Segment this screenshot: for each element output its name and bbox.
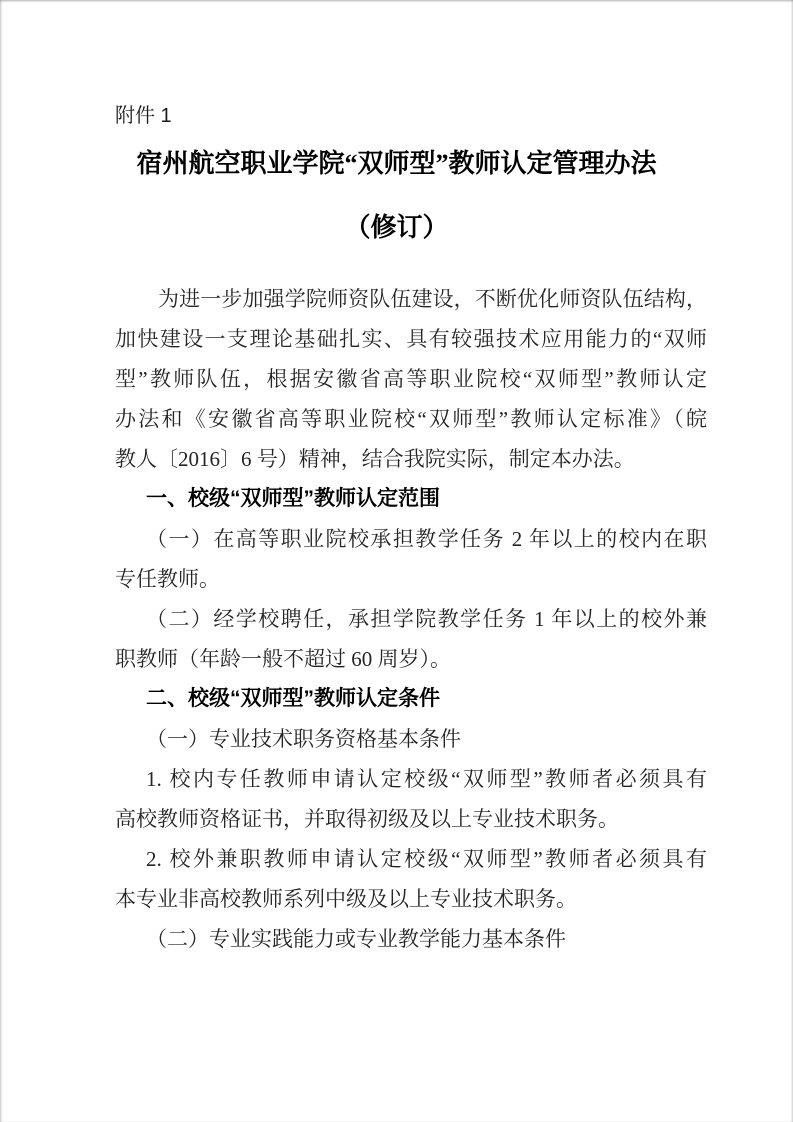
paragraph-line: 教人〔2016〕6 号）精神，结合我院实际，制定本办法。 bbox=[115, 447, 635, 471]
paragraph-line: 高校教师资格证书，并取得初级及以上专业技术职务。 bbox=[115, 807, 619, 831]
paragraph-line: 本专业非高校教师系列中级及以上专业技术职务。 bbox=[115, 887, 577, 911]
section-heading: 一、校级“双师型”教师认定范围 bbox=[146, 487, 440, 510]
paragraph-line: 加快建设一支理论基础扎实、具有较强技术应用能力的“双师 bbox=[115, 327, 707, 351]
paragraph-line: 型”教师队伍，根据安徽省高等职业院校“双师型”教师认定 bbox=[115, 367, 707, 391]
attachment-label: 附件 1 bbox=[115, 105, 172, 127]
paragraph-line: （二）经学校聘任，承担学院教学任务 1 年以上的校外兼 bbox=[146, 607, 707, 631]
section-heading: 二、校级“双师型”教师认定条件 bbox=[146, 687, 440, 710]
paragraph-line: 2. 校外兼职教师申请认定校级“双师型”教师者必须具有 bbox=[146, 847, 707, 871]
document-subtitle: （修订） bbox=[344, 213, 449, 242]
paragraph-line: 1. 校内专任教师申请认定校级“双师型”教师者必须具有 bbox=[146, 767, 707, 791]
paragraph-line: （一）专业技术职务资格基本条件 bbox=[146, 727, 461, 751]
paragraph-line: 职教师（年龄一般不超过 60 周岁）。 bbox=[115, 647, 451, 671]
paragraph-line: （二）专业实践能力或专业教学能力基本条件 bbox=[146, 927, 566, 951]
document-title: 宿州航空职业学院“双师型”教师认定管理办法 bbox=[136, 149, 657, 178]
paragraph-line: 为进一步加强学院师资队伍建设，不断优化师资队伍结构， bbox=[158, 287, 707, 311]
document-body bbox=[115, 279, 707, 959]
paragraph-line: （一）在高等职业院校承担教学任务 2 年以上的校内在职 bbox=[146, 527, 707, 551]
paragraph-line: 办法和《安徽省高等职业院校“双师型”教师认定标准》（皖 bbox=[115, 407, 707, 431]
paragraph-line: 专任教师。 bbox=[115, 567, 220, 591]
